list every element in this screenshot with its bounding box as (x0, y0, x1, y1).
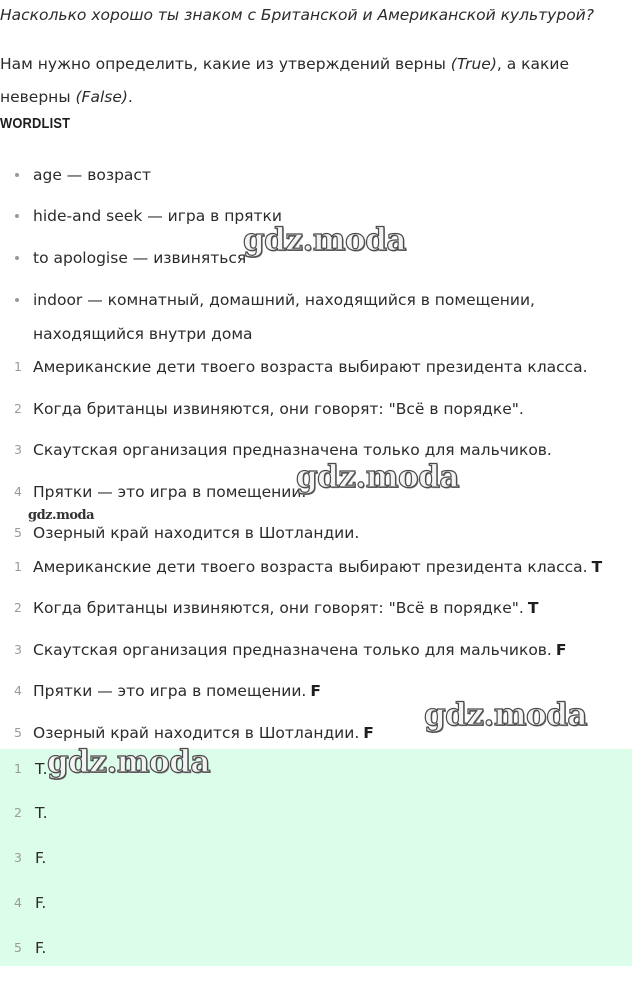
answer-text: F. (35, 894, 47, 912)
statement-number: 5 (14, 725, 22, 740)
answer-number: 2 (14, 805, 22, 820)
answer-number: 5 (14, 940, 22, 955)
marked-statement-line (33, 550, 602, 584)
marked-statement-line (33, 674, 321, 708)
bullet-icon (15, 256, 19, 260)
watermark-logo: gdz.moda (424, 697, 587, 733)
statement-number: 4 (14, 484, 22, 499)
true-label: (True) (450, 55, 497, 73)
answer-item (0, 796, 632, 830)
answer-text: F. (35, 939, 47, 957)
statement-text: Скаутская организация предназначена только для мальчиков. (33, 641, 552, 659)
answer-item (0, 886, 632, 920)
statement-number: 4 (14, 683, 22, 698)
bullet-icon (15, 298, 19, 302)
statement-text: Когда британцы извиняются, они говорят: "Всё в порядке". (33, 400, 524, 418)
statement-number: 1 (14, 559, 22, 574)
answer-number: 3 (14, 850, 22, 865)
statement-text: Когда британцы извиняются, они говорят: "Всё в порядке". (33, 599, 524, 617)
true-false-mark: T (527, 599, 539, 617)
statement-number: 2 (14, 401, 22, 416)
answer-block (0, 749, 632, 966)
false-label: (False) (75, 88, 128, 106)
answer-text: T. (35, 804, 48, 822)
wordlist-item-text: to apologise — извиняться (33, 249, 247, 267)
answer-number: 4 (14, 895, 22, 910)
statement-number: 2 (14, 600, 22, 615)
wordlist-item-text: age — возраст (33, 166, 151, 184)
statement-text: Американские дети твоего возраста выбирают президента класса. (33, 558, 588, 576)
wordlist-heading: WORDLIST (0, 115, 71, 132)
true-false-mark: F (363, 724, 374, 742)
answer-item (0, 841, 632, 875)
wordlist-item-text: indoor — комнатный, домашний, находящийся в помещении, находящийся внутри дома (33, 291, 535, 343)
watermark-logo-small: gdz.moda (28, 508, 95, 523)
statement-text: Озерный край находится в Шотландии. (33, 524, 360, 542)
statement-text: Скаутская организация предназначена только для мальчиков. (33, 441, 552, 459)
watermark-logo: gdz.moda (47, 744, 210, 780)
watermark-logo: gdz.moda (296, 459, 459, 495)
true-false-mark: F (555, 641, 567, 659)
task-instructions (0, 48, 630, 114)
statement-text: Американские дети твоего возраста выбирают президента класса. (33, 358, 588, 376)
watermark-logo: gdz.moda (243, 222, 406, 258)
statement-text: Озерный край находится в Шотландии. (33, 724, 360, 742)
true-false-mark: T (591, 558, 603, 576)
instruction-text-start: Нам нужно определить, какие из утверждений верны (0, 55, 451, 73)
statement-text: Прятки — это игра в помещении. (33, 682, 307, 700)
statement-number: 3 (14, 442, 22, 457)
statement-number: 3 (14, 642, 22, 657)
marked-statement-line (33, 633, 566, 667)
bullet-icon (15, 173, 19, 177)
wordlist-item-text: hide-and seek — игра в прятки (33, 207, 282, 225)
statement-number: 1 (14, 359, 22, 374)
answer-text: T. (35, 760, 48, 778)
instruction-text-middle: , а какие неверны (0, 55, 569, 106)
statement-text: Прятки — это игра в помещении. (33, 483, 307, 501)
answer-number: 1 (14, 761, 22, 776)
answer-text: F. (35, 849, 47, 867)
instruction-text-end: . (127, 88, 133, 106)
answer-item (0, 931, 632, 965)
bullet-icon (15, 214, 19, 218)
marked-statement-line (33, 591, 538, 625)
true-false-mark: F (310, 682, 321, 700)
task-title: Насколько хорошо ты знаком с Британской и Американской культурой? (0, 6, 594, 24)
statement-number: 5 (14, 525, 22, 540)
